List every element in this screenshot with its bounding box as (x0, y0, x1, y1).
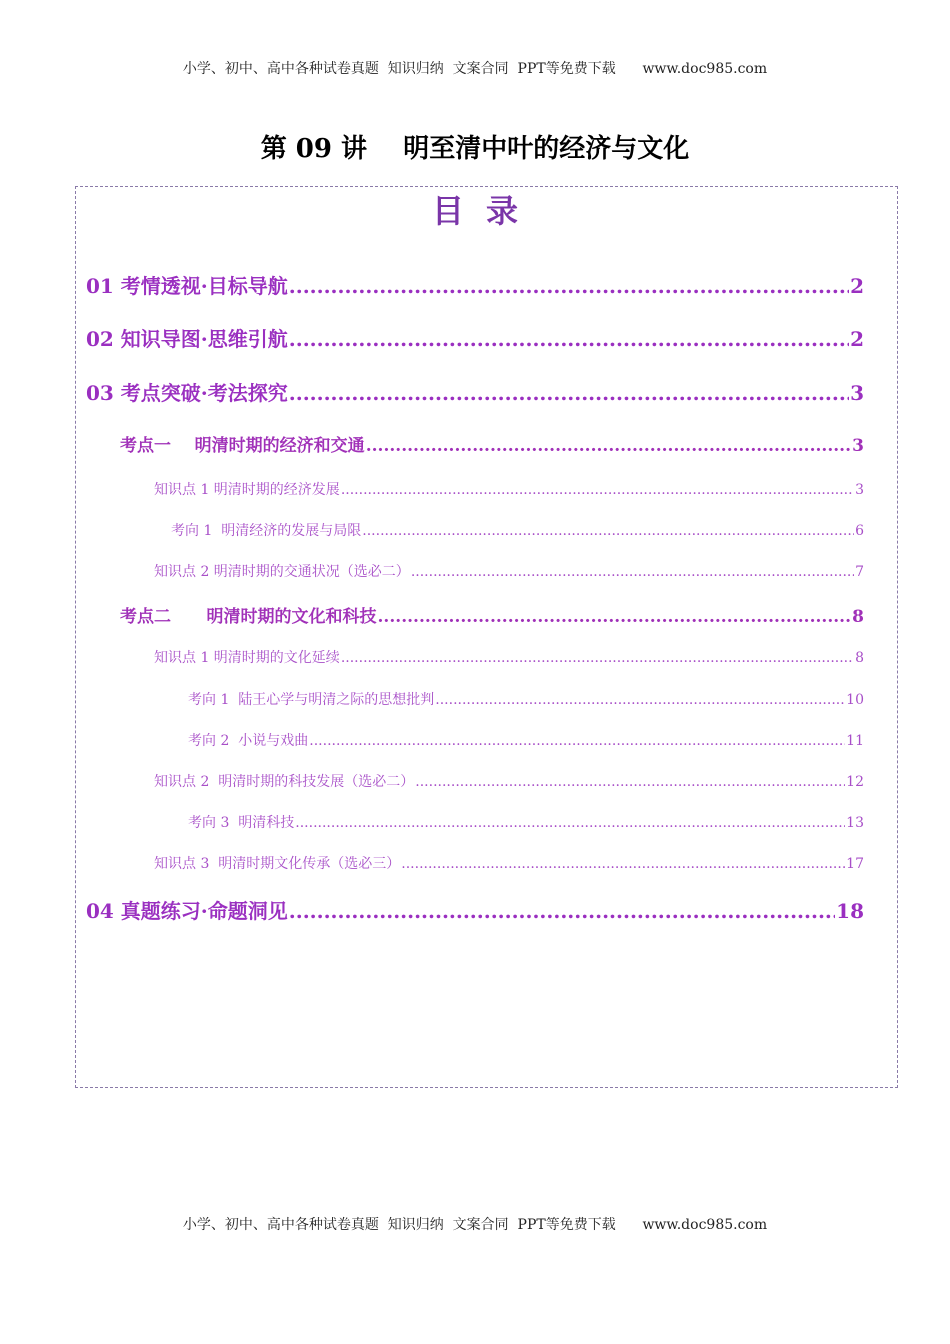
toc-entry-02[interactable] (86, 323, 864, 352)
toc-page-number: 3 (855, 482, 864, 498)
toc-entry-03[interactable] (86, 377, 864, 406)
toc-page-number: 2 (850, 327, 864, 351)
toc-page-number: 12 (846, 774, 864, 790)
toc-leader (435, 692, 845, 708)
toc-page-number: 7 (855, 564, 864, 580)
toc-entry-label: 01 考情透视·目标导航 (86, 274, 288, 298)
toc-entry-label: 03 考点突破·考法探究 (86, 381, 288, 405)
toc-leader (415, 774, 845, 790)
toc-entry-label: 考点一 明清时期的经济和交通 (120, 436, 365, 456)
toc-entry-label: 考向 1 陆王心学与明清之际的思想批判 (188, 692, 435, 708)
page-footer: 小学、初中、高中各种试卷真题 知识归纳 文案合同 PPT等免费下载 www.doc985.com (182, 1217, 768, 1233)
toc-leader (289, 381, 849, 405)
toc-entry-label: 知识点 1 明清时期的经济发展 (154, 482, 340, 498)
toc-leader (309, 733, 845, 749)
toc-entry-zhishidian-1-1[interactable] (154, 479, 864, 499)
toc-entry-kaoxiang-2-1[interactable] (188, 689, 864, 709)
toc-frame (75, 186, 898, 1088)
toc-entry-zhishidian-2-2[interactable] (154, 771, 864, 791)
toc-entry-label: 考向 1 明清经济的发展与局限 (171, 523, 362, 539)
toc-leader (366, 436, 851, 456)
toc-entry-label: 考向 2 小说与戏曲 (188, 733, 309, 749)
toc-entry-01[interactable] (86, 270, 864, 299)
toc-entry-zhishidian-1-2[interactable] (154, 561, 864, 581)
toc-page-number: 17 (846, 856, 864, 872)
toc-leader (289, 327, 849, 351)
toc-page-number: 10 (846, 692, 864, 708)
toc-entry-label: 知识点 2 明清时期的交通状况（选必二） (154, 564, 410, 580)
toc-entry-04[interactable] (86, 895, 864, 924)
toc-page-number: 6 (855, 523, 864, 539)
toc-page-number: 2 (850, 274, 864, 298)
toc-leader (289, 899, 835, 923)
toc-entry-label: 考点二 明清时期的文化和科技 (120, 607, 377, 627)
toc-heading: 目录 (431, 192, 540, 230)
toc-leader (289, 274, 849, 298)
toc-leader (411, 564, 854, 580)
toc-page-number: 8 (852, 607, 864, 627)
toc-leader (341, 482, 854, 498)
toc-page-number: 11 (846, 733, 864, 749)
toc-leader (401, 856, 845, 872)
toc-entry-label: 02 知识导图·思维引航 (86, 327, 288, 351)
toc-entry-label: 04 真题练习·命题洞见 (86, 899, 288, 923)
page-header: 小学、初中、高中各种试卷真题 知识归纳 文案合同 PPT等免费下载 www.doc985.com (182, 61, 768, 77)
toc-leader (341, 650, 854, 666)
toc-entry-kaoxiang-2-3[interactable] (188, 812, 864, 832)
toc-entry-kaodian-1[interactable] (120, 431, 864, 456)
toc-leader (295, 815, 845, 831)
toc-entry-kaoxiang-2-2[interactable] (188, 730, 864, 750)
toc-page-number: 3 (850, 381, 864, 405)
toc-leader (362, 523, 854, 539)
toc-entry-zhishidian-2-3[interactable] (154, 853, 864, 873)
toc-page-number: 3 (852, 436, 864, 456)
toc-entry-label: 考向 3 明清科技 (188, 815, 295, 831)
toc-entry-kaoxiang-1-1[interactable] (171, 520, 864, 540)
document-title: 第 09 讲 明至清中叶的经济与文化 (260, 134, 690, 164)
toc-entry-label: 知识点 3 明清时期文化传承（选必三） (154, 856, 401, 872)
toc-page-number: 13 (846, 815, 864, 831)
toc-page-number: 8 (855, 650, 864, 666)
toc-entry-zhishidian-2-1[interactable] (154, 647, 864, 667)
toc-page-number: 18 (836, 899, 864, 923)
toc-leader (378, 607, 852, 627)
toc-entry-kaodian-2[interactable] (120, 602, 864, 627)
toc-entry-label: 知识点 1 明清时期的文化延续 (154, 650, 340, 666)
toc-entry-label: 知识点 2 明清时期的科技发展（选必二） (154, 774, 415, 790)
